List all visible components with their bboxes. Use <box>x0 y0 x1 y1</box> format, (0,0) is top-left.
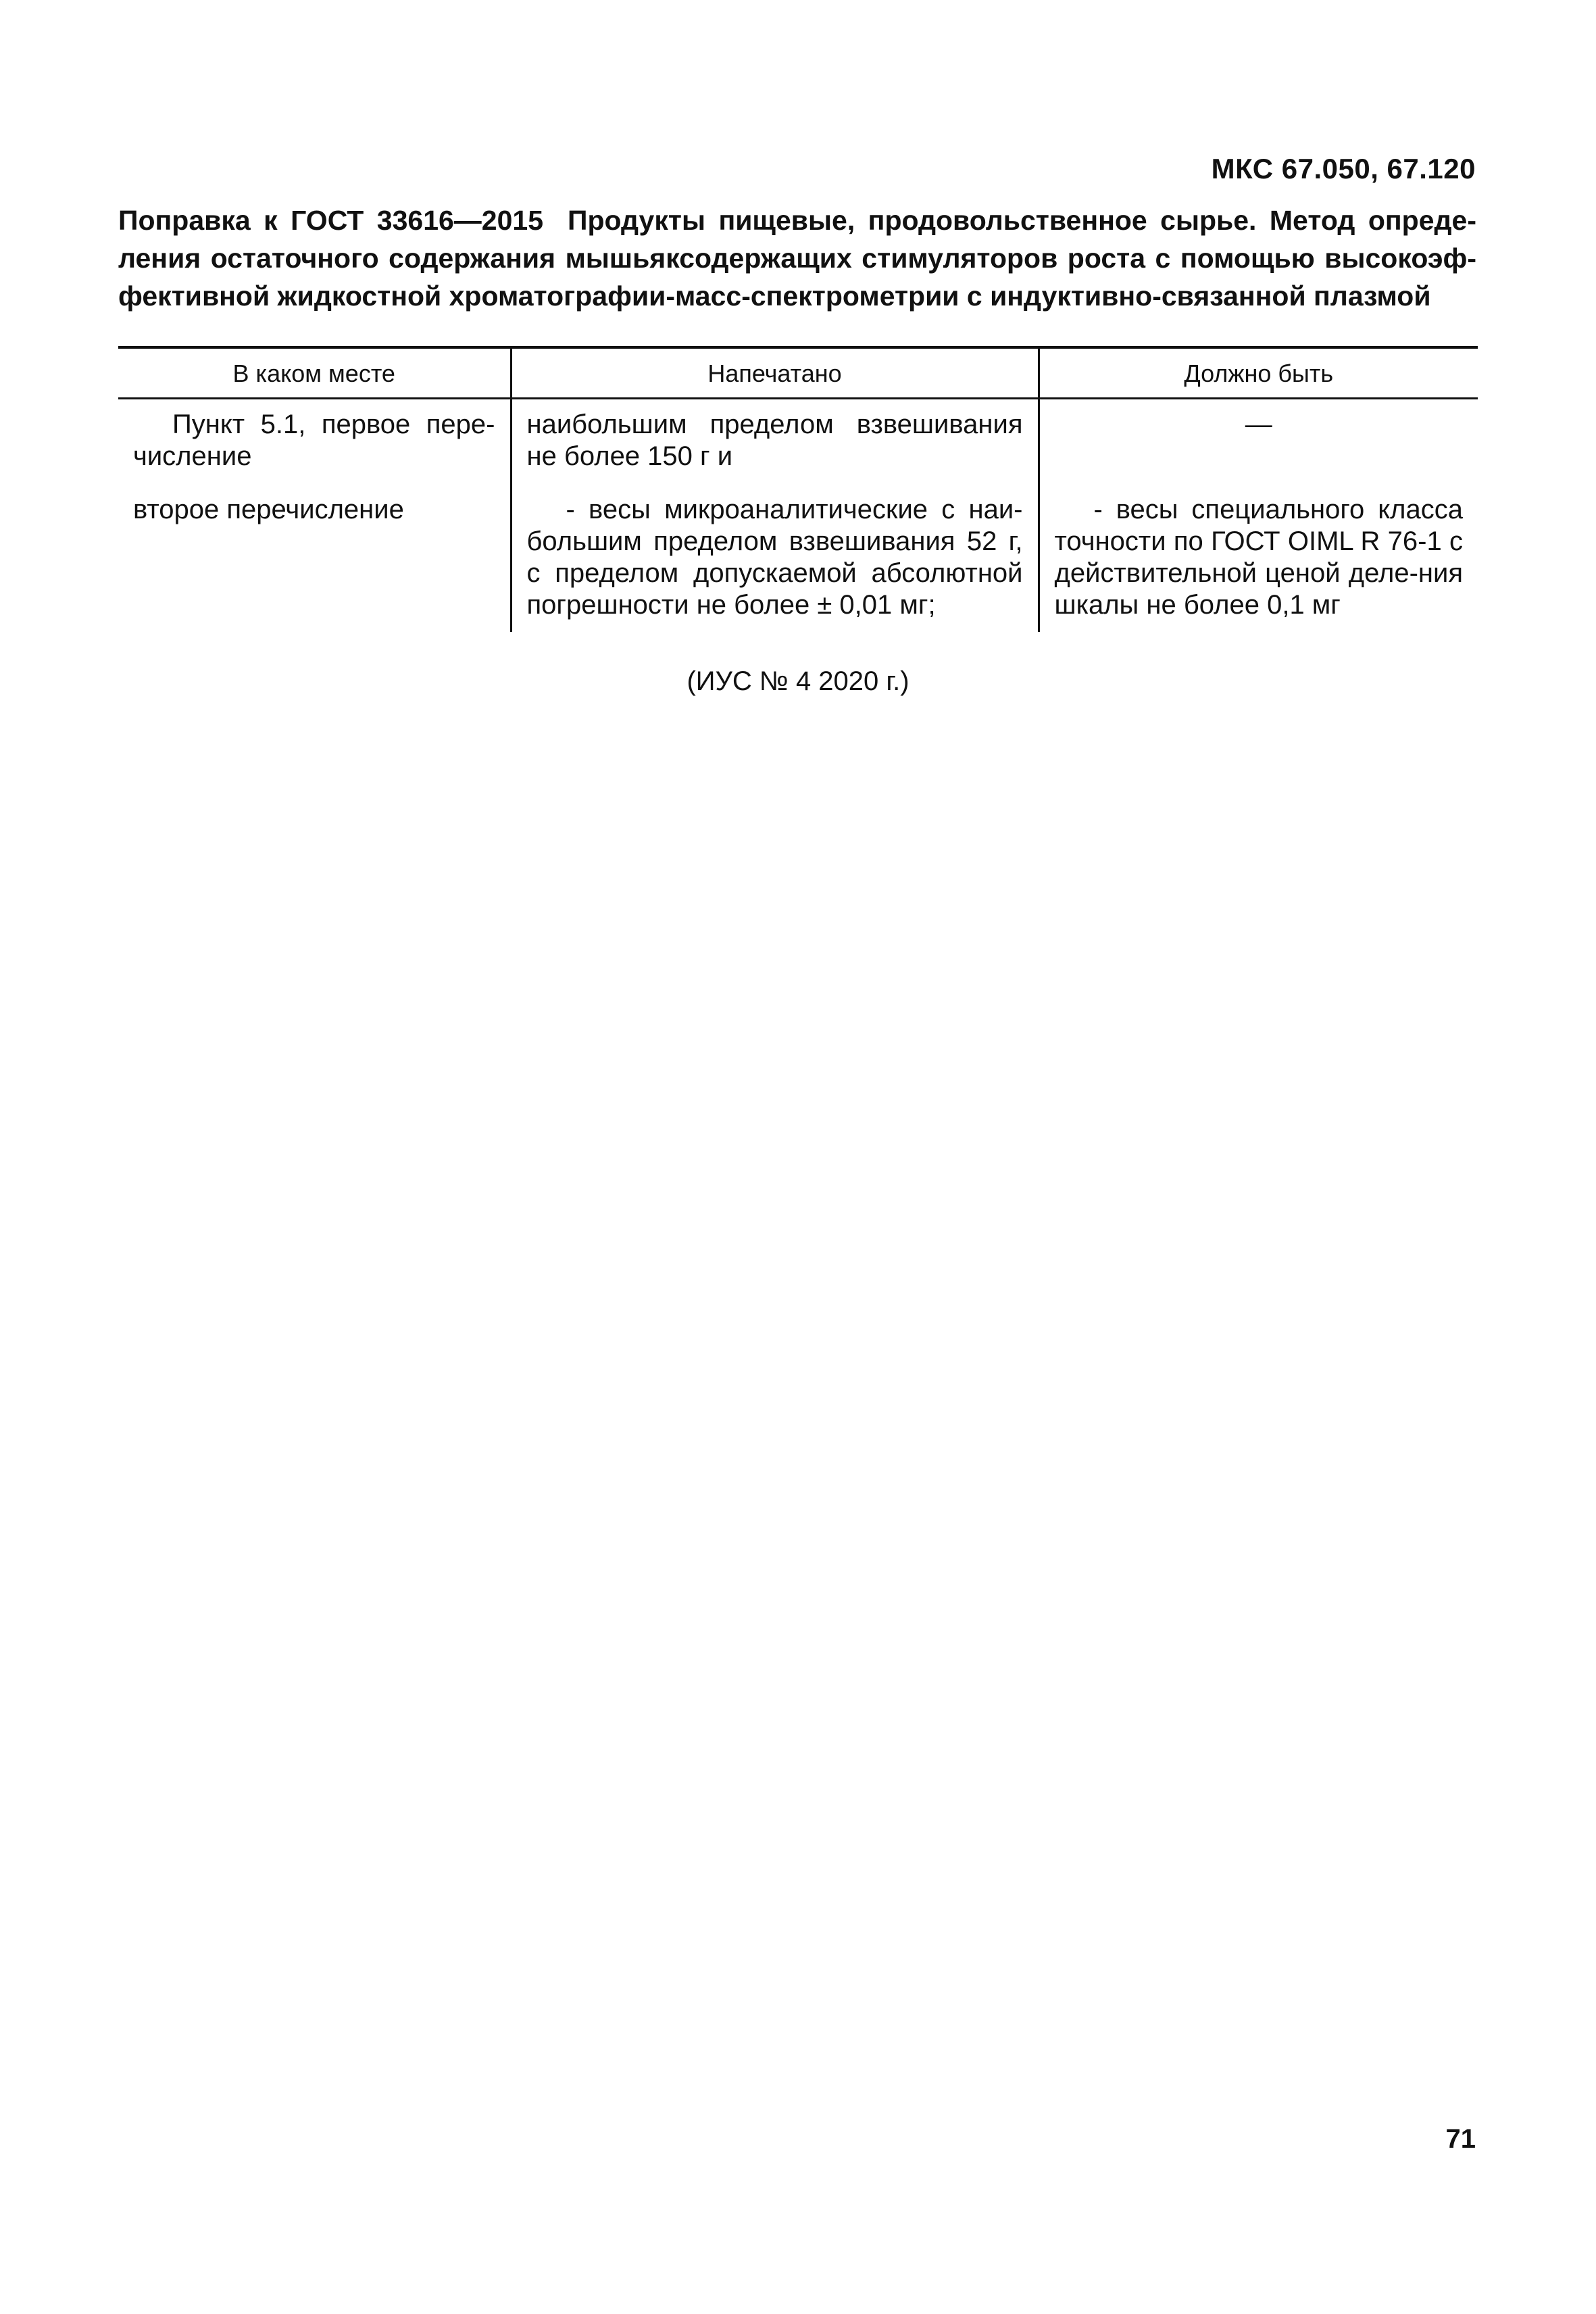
source-reference: (ИУС № 4 2020 г.) <box>687 666 909 696</box>
title-line-3: фективной жидкостной хроматографии-масс-спектрометрии с индуктивно-связанной плазмой <box>118 280 1431 312</box>
title-line-2: ления остаточного содержания мышьяксодержащих стимуляторов роста с помощью высокоэф- <box>118 243 1476 274</box>
title-code: Поправка к ГОСТ 33616—2015 <box>118 205 544 236</box>
header-where: В каком месте <box>118 347 511 399</box>
cell-where: Пункт 5.1, первое пере-числение <box>133 410 495 471</box>
cell-where: второе перечисление <box>133 495 404 524</box>
cell-should-be: — <box>1039 399 1478 488</box>
page-number: 71 <box>1445 2124 1476 2154</box>
cell-printed: наибольшим пределом взвешивания не более 150 г и <box>511 399 1039 488</box>
classification-code: МКС 67.050, 67.120 <box>1211 153 1476 184</box>
cell-should-be: - весы специального класса точности по ГОСТ OIML R 76-1 с действительной ценой деле-ния шкалы не более 0,1 мг <box>1039 487 1478 632</box>
table-header-row <box>118 347 1478 399</box>
table-row <box>118 487 1478 632</box>
document-title <box>118 201 1476 315</box>
table-row <box>118 399 1478 488</box>
header-should-be: Должно быть <box>1039 347 1478 399</box>
header-printed: Напечатано <box>511 347 1039 399</box>
correction-table <box>118 346 1478 632</box>
title-text-1: Продукты пищевые, продовольственное сырье. Метод опреде- <box>568 205 1476 236</box>
title-line-1 <box>118 201 1476 239</box>
cell-printed: - весы микроаналитические с наи-большим пределом взвешивания 52 г, с пределом допускаемой абсолютной погрешности не более ± 0,01 мг; <box>511 487 1039 632</box>
